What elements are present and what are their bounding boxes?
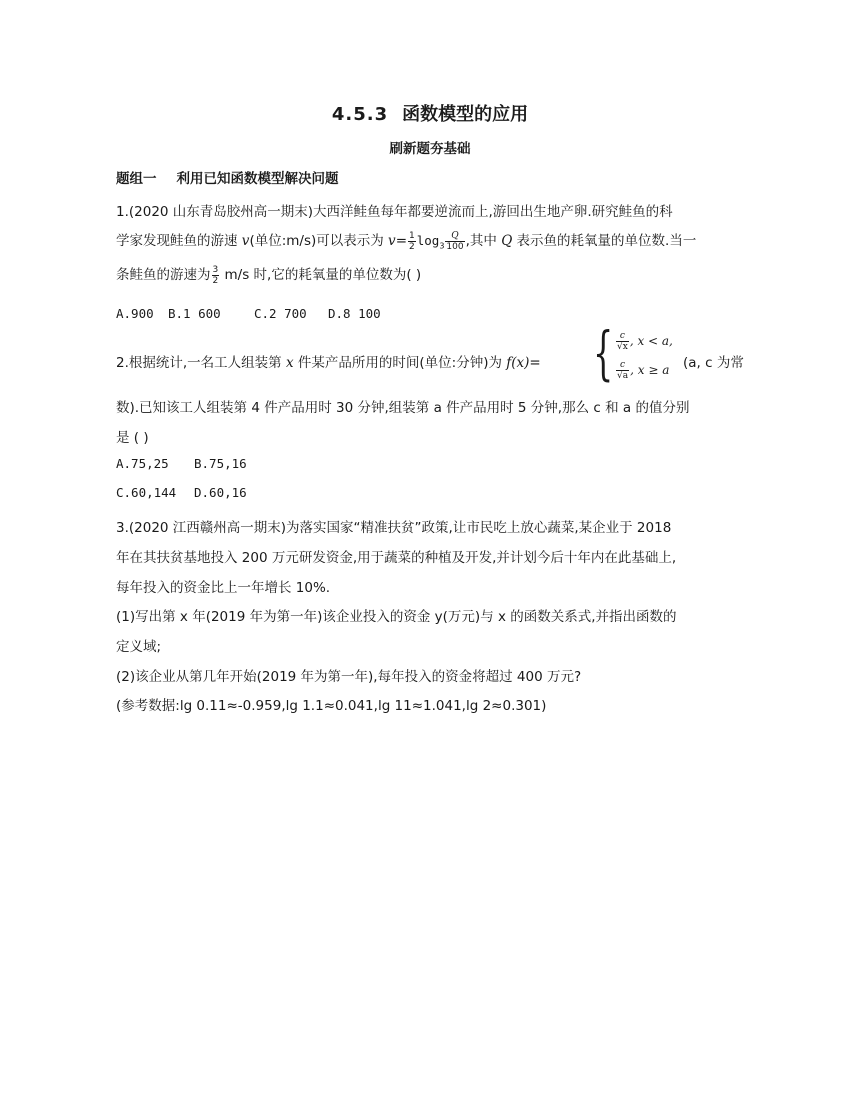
section-number: 4.5.3 bbox=[331, 104, 389, 125]
q3-line-3: 每年投入的资金比上一年增长 10%. bbox=[116, 580, 331, 596]
group-title: 利用已知函数模型解决问题 bbox=[176, 171, 339, 187]
q2-line-3: 是 ( ) bbox=[116, 430, 149, 446]
q3-reference-data: (参考数据:lg 0.11≈-0.959,lg 1.1≈0.041,lg 11≈1.041,lg 2≈0.301) bbox=[116, 698, 547, 714]
q1-line-3: 条鲑鱼的游速为 $\frac{3}{2}$ m/s 时,它的耗氧量的单位数为( ) bbox=[116, 264, 422, 286]
brace-symbol: { bbox=[593, 319, 614, 387]
half-fraction: $\frac{1}{2}$ bbox=[409, 230, 415, 252]
q3-sub1-line-2: 定义域; bbox=[116, 639, 162, 655]
q1-line-2: 学家发现鲑鱼的游速 v(单位:m/s)可以表示为 v= $\frac{1}{2}$ $\log_3$ $\frac{Q}{100}$ ,其中 Q 表示鱼的耗氧量的单位数.当一 bbox=[116, 230, 697, 252]
q1-option-d: D.8 100 bbox=[328, 306, 381, 321]
q2-line-2: 数).已知该工人组装第 4 件产品用时 30 分钟,组装第 a 件产品用时 5 分钟,那么 c 和 a 的值分别 bbox=[116, 400, 690, 416]
q2-option-a: A.75,25 bbox=[116, 456, 169, 471]
q3-sub1-line-1: (1)写出第 x 年(2019 年为第一年)该企业投入的资金 y(万元)与 x 的函数关系式,并指出函数的 bbox=[116, 609, 677, 625]
q2-option-b: B.75,16 bbox=[194, 456, 247, 471]
q1-line-1: 1.(2020 山东青岛胶州高一期末)大西洋鲑鱼每年都要逆流而上,游回出生地产卵.研究鲑鱼的科 bbox=[116, 204, 673, 220]
q3-line-2: 年在其扶贫基地投入 200 万元研发资金,用于蔬菜的种植及开发,并计划今后十年内在此基础上, bbox=[116, 550, 677, 566]
case-2: $\frac{c}{√a}$ , x ≥ a bbox=[617, 360, 670, 381]
q1-option-c: C.2 700 bbox=[254, 306, 307, 321]
q1-option-a: A.900 bbox=[116, 306, 154, 321]
q2-line-1: 2.根据统计,一名工人组装第 x 件某产品所用的时间(单位:分钟)为 f(x)= bbox=[116, 355, 541, 371]
question-group-heading bbox=[116, 167, 339, 187]
section-subtitle: 刷新题夯基础 bbox=[389, 141, 471, 157]
q1-option-b: B.1 600 bbox=[168, 306, 221, 321]
q-over-100-fraction: $\frac{Q}{100}$ bbox=[446, 230, 464, 252]
q2-options-row-1 bbox=[116, 456, 247, 471]
q3-sub2: (2)该企业从第几年开始(2019 年为第一年),每年投入的资金将超过 400 万元? bbox=[116, 669, 582, 685]
speed-fraction: $\frac{3}{2}$ bbox=[212, 264, 219, 286]
section-title-text: 函数模型的应用 bbox=[402, 104, 529, 125]
group-label: 题组一 bbox=[116, 171, 157, 187]
q2-options-row-2 bbox=[116, 485, 247, 500]
q1-options bbox=[116, 306, 381, 321]
case-1: $\frac{c}{√x}$ , x < a, bbox=[617, 331, 673, 352]
piecewise-function bbox=[593, 319, 693, 387]
q2-line-1-tail: (a, c 为常 bbox=[683, 355, 744, 371]
q3-line-1: 3.(2020 江西赣州高一期末)为落实国家“精准扶贫”政策,让市民吃上放心蔬菜,某企业于 2018 bbox=[116, 520, 672, 536]
q2-option-d: D.60,16 bbox=[194, 485, 247, 500]
section-title bbox=[0, 100, 860, 126]
q2-option-c: C.60,144 bbox=[116, 485, 177, 500]
q1-formula: v= $\frac{1}{2}$ $\log_3$ $\frac{Q}{100}$ bbox=[388, 230, 464, 252]
